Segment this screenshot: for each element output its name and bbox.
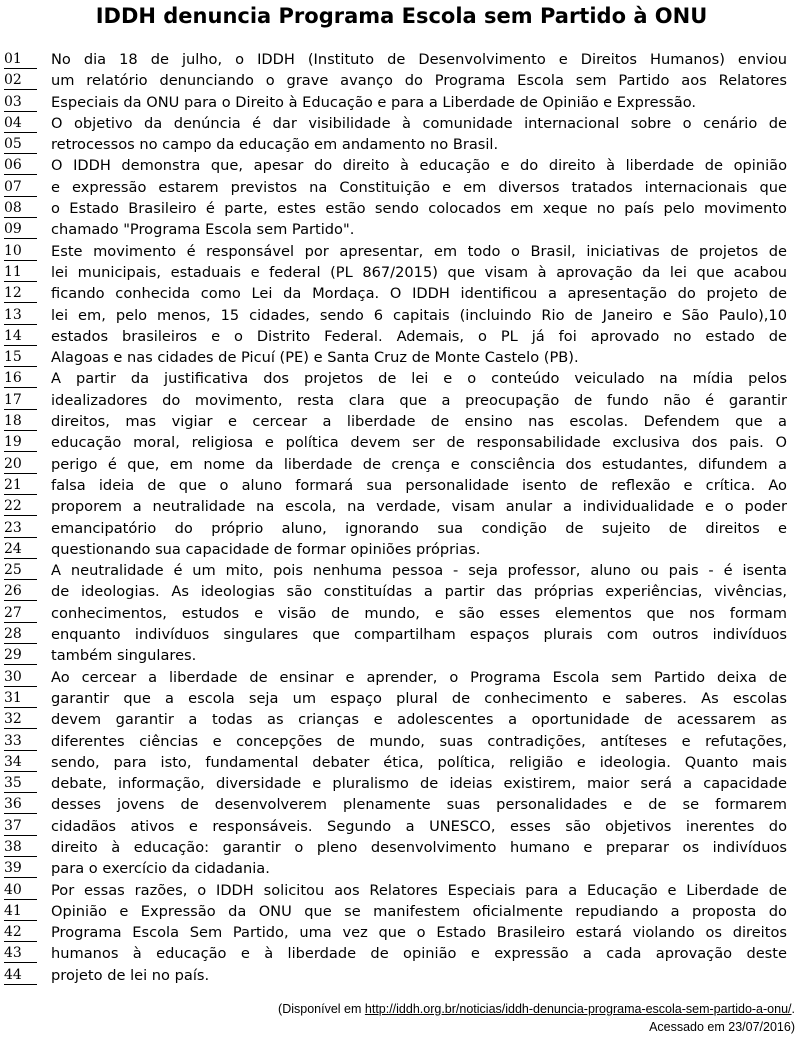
line-number: 41 (4, 901, 37, 921)
line-text: idealizadores do movimento, resta clara que a preocupação de fundo não é garantir (51, 391, 787, 409)
line-number: 40 (4, 880, 37, 900)
line-number: 36 (4, 794, 37, 814)
text-line (0, 603, 803, 624)
line-number: 35 (4, 773, 37, 793)
text-line (0, 688, 803, 709)
source-citation (278, 1000, 795, 1036)
text-line (0, 326, 803, 347)
text-line (0, 667, 803, 688)
text-line (0, 837, 803, 858)
line-text: chamado "Programa Escola sem Partido". (51, 221, 355, 239)
text-line (0, 965, 803, 986)
line-text: o Estado Brasileiro é parte, estes estão sendo colocados em xeque no país pelo movimento (51, 200, 787, 218)
line-number: 29 (4, 645, 37, 665)
line-text: O IDDH demonstra que, apesar do direito à educação e do direito à liberdade de opinião (51, 157, 787, 175)
text-line (0, 198, 803, 219)
line-text: Ao cercear a liberdade de ensinar e aprender, o Programa Escola sem Partido deixa de (51, 668, 787, 686)
line-number: 24 (4, 539, 37, 559)
line-text: garantir que a escola seja um espaço plural de conhecimento e saberes. As escolas (51, 689, 787, 707)
line-number: 26 (4, 581, 37, 601)
text-line (0, 624, 803, 645)
line-text: projeto de lei no país. (51, 966, 210, 984)
line-text: Este movimento é responsável por apresentar, em todo o Brasil, iniciativas de projetos de (51, 242, 787, 260)
line-text: conhecimentos, estudos e visão de mundo, e são esses elementos que nos formam (51, 604, 787, 622)
text-line (0, 539, 803, 560)
line-number: 25 (4, 560, 37, 580)
line-number: 03 (4, 92, 37, 112)
text-line (0, 922, 803, 943)
text-line (0, 816, 803, 837)
text-line (0, 475, 803, 496)
text-line (0, 49, 803, 70)
line-number: 02 (4, 70, 37, 90)
line-number: 20 (4, 454, 37, 474)
text-line (0, 858, 803, 879)
line-text: retrocessos no campo da educação em andamento no Brasil. (51, 136, 499, 154)
text-line (0, 368, 803, 389)
line-text: Por essas razões, o IDDH solicitou aos Relatores Especiais para a Educação e Liberdade de (51, 881, 787, 899)
line-number: 17 (4, 390, 37, 410)
line-number: 42 (4, 922, 37, 942)
line-number: 32 (4, 709, 37, 729)
line-number: 27 (4, 603, 37, 623)
line-number: 14 (4, 326, 37, 346)
line-text: devem garantir a todas as crianças e adolescentes a oportunidade de acessarem as (51, 711, 787, 729)
text-line (0, 794, 803, 815)
line-text: perigo é que, em nome da liberdade de crença e consciência dos estudantes, difundem a (51, 455, 787, 473)
text-line (0, 880, 803, 901)
line-number: 19 (4, 432, 37, 452)
text-line (0, 943, 803, 964)
line-number: 37 (4, 816, 37, 836)
line-number: 04 (4, 113, 37, 133)
text-line (0, 305, 803, 326)
line-number: 43 (4, 943, 37, 963)
line-number: 12 (4, 283, 37, 303)
line-number: 23 (4, 518, 37, 538)
line-text: lei municipais, estaduais e federal (PL 867/2015) que visam à aprovação da lei que acabou (51, 263, 787, 281)
text-line (0, 155, 803, 176)
text-line (0, 518, 803, 539)
line-number: 22 (4, 496, 37, 516)
line-text: No dia 18 de julho, o IDDH (Instituto de Desenvolvimento e Direitos Humanos) enviou (51, 51, 787, 68)
line-text: Alagoas e nas cidades de Picuí (PE) e Santa Cruz de Monte Castelo (PB). (51, 349, 579, 367)
line-number: 01 (4, 49, 37, 69)
line-text: estados brasileiros e o Distrito Federal. Ademais, o PL já foi aprovado no estado de (51, 327, 787, 345)
source-prefix: (Disponível em (278, 1002, 365, 1016)
line-number: 05 (4, 134, 37, 154)
line-number: 16 (4, 368, 37, 388)
line-text: também singulares. (51, 647, 197, 665)
text-line (0, 645, 803, 666)
line-text: um relatório denunciando o grave avanço do Programa Escola sem Partido aos Relatores (51, 72, 787, 90)
text-line (0, 581, 803, 602)
line-number: 08 (4, 198, 37, 218)
line-number: 06 (4, 155, 37, 175)
line-number: 31 (4, 688, 37, 708)
text-line (0, 262, 803, 283)
text-line (0, 113, 803, 134)
line-text: questionando sua capacidade de formar opiniões próprias. (51, 540, 481, 558)
source-suffix: . (791, 1002, 795, 1016)
text-line (0, 709, 803, 730)
line-text: cidadãos ativos e responsáveis. Segundo a UNESCO, esses são objetivos inerentes do (51, 817, 787, 835)
text-line (0, 92, 803, 113)
line-number: 11 (4, 262, 37, 282)
line-number: 09 (4, 219, 37, 239)
line-number: 18 (4, 411, 37, 431)
line-number: 10 (4, 241, 37, 261)
text-line (0, 219, 803, 240)
text-line (0, 347, 803, 368)
numbered-text-body (0, 49, 803, 986)
text-line (0, 177, 803, 198)
line-text: proporem a neutralidade na escola, na verdade, visam anular a individualidade e o poder (51, 498, 787, 516)
text-line (0, 70, 803, 91)
text-line (0, 241, 803, 262)
line-number: 15 (4, 347, 37, 367)
text-line (0, 773, 803, 794)
line-text: sendo, para isto, fundamental debater ética, política, religião e ideologia. Quanto mais (51, 753, 787, 771)
text-line (0, 283, 803, 304)
line-text: educação moral, religiosa e política devem ser de responsabilidade exclusiva dos pais. O (51, 434, 787, 452)
line-number: 34 (4, 752, 37, 772)
line-text: de ideologias. As ideologias são constituídas a partir das próprias experiências, vivências, (51, 583, 787, 601)
line-text: falsa ideia de que o aluno formará sua personalidade isento de reflexão e crítica. Ao (51, 476, 787, 494)
line-text: debate, informação, diversidade e pluralismo de ideias existirem, maior será a capacidade (51, 775, 787, 793)
line-text: Especiais da ONU para o Direito à Educação e para a Liberdade de Opinião e Expressão. (51, 93, 697, 111)
line-text: enquanto indivíduos singulares que compartilham espaços plurais com outros indivíduos (51, 626, 787, 644)
text-line (0, 411, 803, 432)
line-number: 39 (4, 858, 37, 878)
line-text: e expressão estarem previstos na Constituição e em diversos tratados internacionais que (51, 178, 787, 196)
line-number: 13 (4, 305, 37, 325)
line-text: direito à educação: garantir o pleno desenvolvimento humano e preparar os indivíduos (51, 838, 787, 856)
text-line (0, 134, 803, 155)
line-number: 30 (4, 667, 37, 687)
text-line (0, 390, 803, 411)
text-line (0, 752, 803, 773)
accessed-date: Acessado em 23/07/2016) (649, 1020, 795, 1034)
line-text: humanos à educação e à liberdade de opinião e expressão a cada aprovação deste (51, 945, 787, 963)
line-text: A partir da justificativa dos projetos de lei e o conteúdo veiculado na mídia pelos (51, 370, 787, 388)
source-link[interactable]: http://iddh.org.br/noticias/iddh-denuncia-programa-escola-sem-partido-a-onu/ (364, 1002, 792, 1016)
text-line (0, 432, 803, 453)
line-text: Opinião e Expressão da ONU que se manifestem oficialmente repudiando a proposta do (51, 902, 787, 920)
line-number: 07 (4, 177, 37, 197)
line-text: para o exercício da cidadania. (51, 860, 270, 878)
text-line (0, 454, 803, 475)
line-text: Programa Escola Sem Partido, uma vez que o Estado Brasileiro estará violando os direitos (51, 924, 787, 942)
line-number: 38 (4, 837, 37, 857)
text-line (0, 560, 803, 581)
text-line (0, 496, 803, 517)
line-text: emancipatório do próprio aluno, ignorando sua condição de sujeito de direitos e (51, 519, 787, 537)
line-text: O objetivo da denúncia é dar visibilidade à comunidade internacional sobre o cenário de (51, 114, 787, 132)
line-number: 44 (4, 965, 37, 985)
line-number: 33 (4, 731, 37, 751)
text-line (0, 731, 803, 752)
source-line (278, 1000, 795, 1018)
line-text: ficando conhecida como Lei da Mordaça. O IDDH identificou a apresentação do projeto de (51, 285, 787, 303)
line-text: A neutralidade é um mito, pois nenhuma pessoa - seja professor, aluno ou pais - é isenta (51, 562, 787, 580)
line-text: lei em, pelo menos, 15 cidades, sendo 6 capitais (incluindo Rio de Janeiro e São Paulo),10 (51, 306, 787, 324)
line-text: direitos, mas vigiar e cercear a liberdade de ensino nas escolas. Defendem que a (51, 413, 787, 431)
line-number: 28 (4, 624, 37, 644)
line-text: diferentes ciências e concepções de mundo, suas contradições, antíteses e refutações, (51, 732, 787, 750)
line-text: desses jovens de desenvolverem plenamente suas personalidades e de se formarem (51, 796, 787, 814)
text-line (0, 901, 803, 922)
line-number: 21 (4, 475, 37, 495)
article-title: IDDH denuncia Programa Escola sem Partido à ONU (95, 4, 708, 28)
